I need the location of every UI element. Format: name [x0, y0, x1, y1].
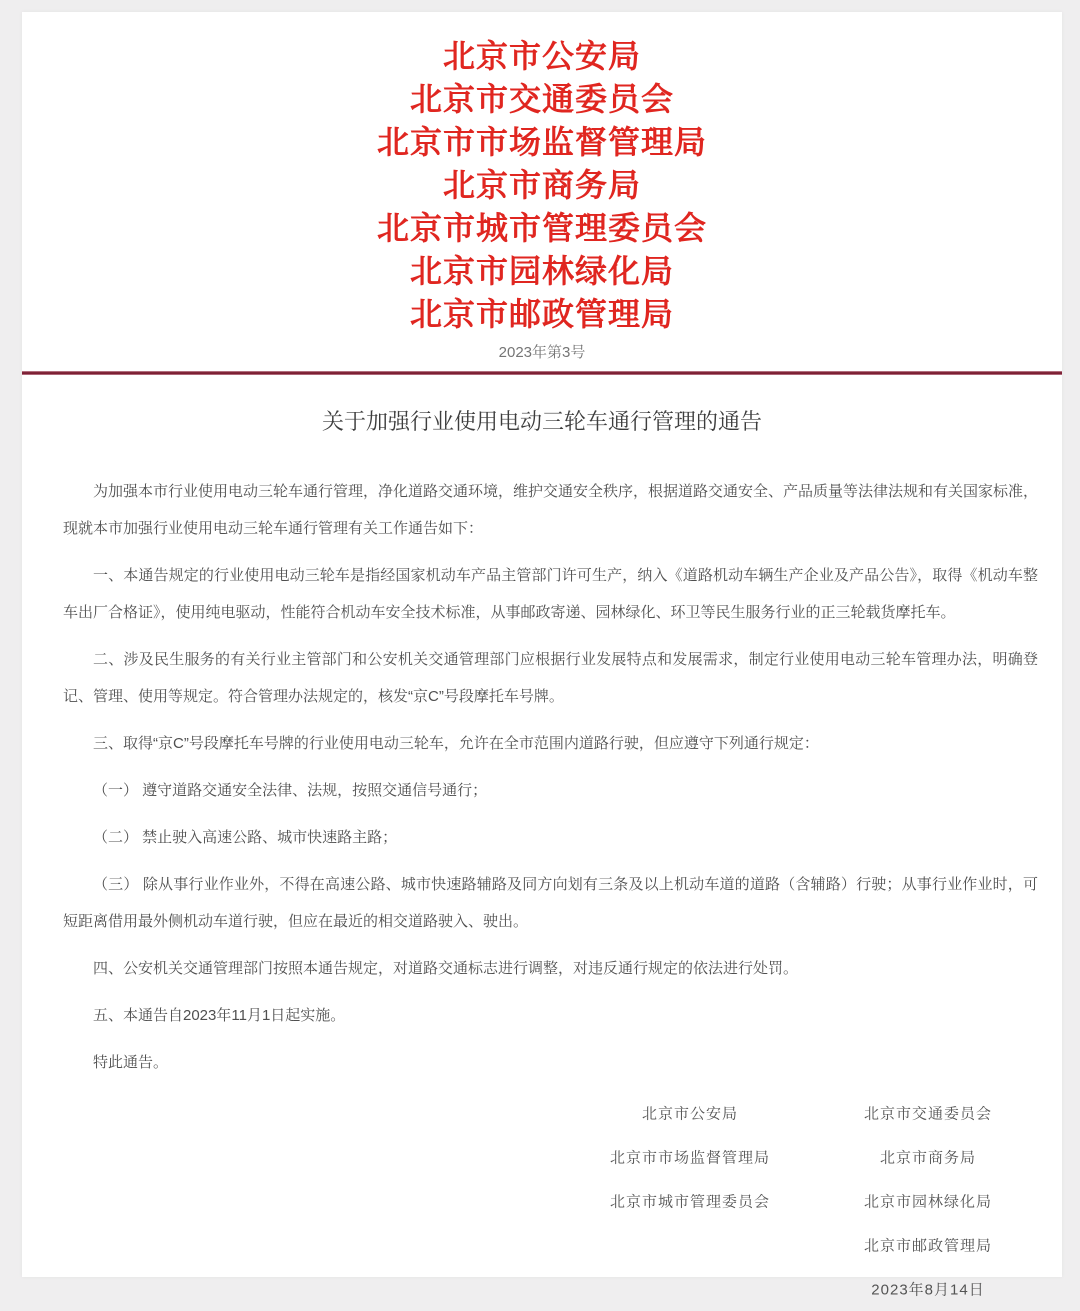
signature-agency: 北京市城市管理委员会 — [610, 1191, 770, 1212]
paragraph-item-1: 一、本通告规定的行业使用电动三轮车是指经国家机动车产品主管部门许可生产，纳入《道路机动车辆生产企业及产品公告》，取得《机动车整车出厂合格证》，使用纯电驱动，性能符合机动车安全技术标准，从事邮政寄递、园林绿化、环卫等民生服务行业的正三轮载货摩托车。 — [63, 557, 1038, 631]
signature-agency: 北京市公安局 — [642, 1103, 738, 1124]
notice-body — [63, 473, 1038, 1081]
issuer-header — [22, 12, 1062, 336]
issuer-line: 北京市园林绿化局 — [22, 250, 1062, 293]
paragraph-sub-2: （二） 禁止驶入高速公路、城市快速路主路； — [63, 819, 1038, 856]
signature-row — [22, 1135, 1062, 1179]
issuer-line: 北京市市场监督管理局 — [22, 121, 1062, 164]
signature-agency: 北京市市场监督管理局 — [610, 1147, 770, 1168]
issuer-line: 北京市交通委员会 — [22, 78, 1062, 121]
red-divider — [22, 371, 1062, 375]
issuer-line: 北京市商务局 — [22, 164, 1062, 207]
notice-title: 关于加强行业使用电动三轮车通行管理的通告 — [22, 407, 1062, 437]
paragraph-item-3: 三、取得“京C”号段摩托车号牌的行业使用电动三轮车，允许在全市范围内道路行驶，但应遵守下列通行规定： — [63, 725, 1038, 762]
signature-block — [22, 1091, 1062, 1311]
notice-page — [22, 12, 1062, 1277]
paragraph-intro: 为加强本市行业使用电动三轮车通行管理，净化道路交通环境，维护交通安全秩序，根据道路交通安全、产品质量等法律法规和有关国家标准，现就本市加强行业使用电动三轮车通行管理有关工作通告如下： — [63, 473, 1038, 547]
signature-row — [22, 1179, 1062, 1223]
issuer-line: 北京市邮政管理局 — [22, 293, 1062, 336]
signature-row — [22, 1091, 1062, 1135]
doc-number: 2023年第3号 — [22, 342, 1062, 364]
paragraph-sub-1: （一） 遵守道路交通安全法律、法规，按照交通信号通行； — [63, 772, 1038, 809]
signature-agency: 北京市交通委员会 — [864, 1103, 992, 1124]
paragraph-item-5: 五、本通告自2023年11月1日起实施。 — [63, 997, 1038, 1034]
signature-row — [22, 1223, 1062, 1267]
paragraph-closing: 特此通告。 — [63, 1044, 1038, 1081]
paragraph-sub-3: （三） 除从事行业作业外，不得在高速公路、城市快速路辅路及同方向划有三条及以上机动车道的道路（含辅路）行驶；从事行业作业时，可短距离借用最外侧机动车道行驶，但应在最近的相交道路驶入、驶出。 — [63, 866, 1038, 940]
signature-date: 2023年8月14日 — [871, 1279, 984, 1300]
paragraph-item-2: 二、涉及民生服务的有关行业主管部门和公安机关交通管理部门应根据行业发展特点和发展需求，制定行业使用电动三轮车管理办法，明确登记、管理、使用等规定。符合管理办法规定的，核发“京C”号段摩托车号牌。 — [63, 641, 1038, 715]
signature-agency: 北京市商务局 — [880, 1147, 976, 1168]
signature-agency: 北京市园林绿化局 — [864, 1191, 992, 1212]
paragraph-item-4: 四、公安机关交通管理部门按照本通告规定，对道路交通标志进行调整，对违反通行规定的依法进行处罚。 — [63, 950, 1038, 987]
signature-agency: 北京市邮政管理局 — [864, 1235, 992, 1256]
signature-row — [22, 1267, 1062, 1311]
issuer-line: 北京市公安局 — [22, 35, 1062, 78]
issuer-line: 北京市城市管理委员会 — [22, 207, 1062, 250]
